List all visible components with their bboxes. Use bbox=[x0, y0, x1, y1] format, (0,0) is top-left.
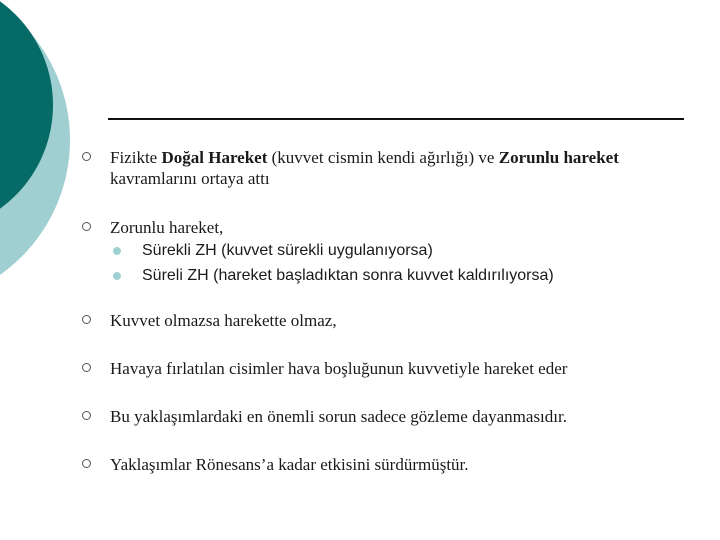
sub-bullet-text-1: Sürekli ZH (kuvvet sürekli uygulanıyorsa) bbox=[142, 242, 433, 259]
filled-bullet-marker bbox=[113, 272, 121, 280]
text-kavramlar: kavramlarını ortaya attı bbox=[110, 169, 270, 188]
bullet-text-2: Zorunlu hareket, bbox=[110, 218, 224, 237]
bullet-text-4: Havaya fırlatılan cisimler hava boşluğunun kuvvetiyle hareket eder bbox=[110, 359, 568, 378]
bullet-item-5 bbox=[82, 406, 682, 427]
bullet-item-6 bbox=[82, 454, 682, 475]
bullet-item-4 bbox=[82, 358, 682, 379]
filled-bullet-marker bbox=[113, 247, 121, 255]
sub-bullet-list bbox=[110, 238, 682, 288]
hollow-bullet-marker bbox=[82, 363, 91, 372]
title-underline bbox=[108, 118, 684, 120]
text-fizikte: Fizikte bbox=[110, 148, 162, 167]
bullet-text-1 bbox=[110, 147, 682, 189]
hollow-bullet-marker bbox=[82, 315, 91, 324]
bullet-text-6: Yaklaşımlar Rönesans’a kadar etkisini sürdürmüştür. bbox=[110, 455, 469, 474]
sub-bullet-text-2: Süreli ZH (hareket başladıktan sonra kuvvet kaldırılıyorsa) bbox=[142, 267, 554, 284]
bullet-text-5: Bu yaklaşımlardaki en önemli sorun sadece gözleme dayanmasıdır. bbox=[110, 407, 567, 426]
text-kuvvet-aciklama: (kuvvet cismin kendi ağırlığı) ve bbox=[267, 148, 499, 167]
bullet-text-3: Kuvvet olmazsa harekette olmaz, bbox=[110, 311, 337, 330]
sub-bullet-item-2 bbox=[110, 263, 682, 288]
decorative-circles bbox=[0, 0, 80, 300]
text-zorunlu-hareket: Zorunlu hareket bbox=[498, 148, 619, 167]
sub-bullet-item-1 bbox=[110, 238, 682, 263]
bullet-item-3 bbox=[82, 310, 682, 331]
hollow-bullet-marker bbox=[82, 222, 91, 231]
hollow-bullet-marker bbox=[82, 459, 91, 468]
bullet-item-2 bbox=[82, 217, 682, 288]
bullet-item-1 bbox=[82, 147, 682, 189]
text-dogal-hareket: Doğal Hareket bbox=[161, 148, 268, 167]
hollow-bullet-marker bbox=[82, 152, 91, 161]
hollow-bullet-marker bbox=[82, 411, 91, 420]
